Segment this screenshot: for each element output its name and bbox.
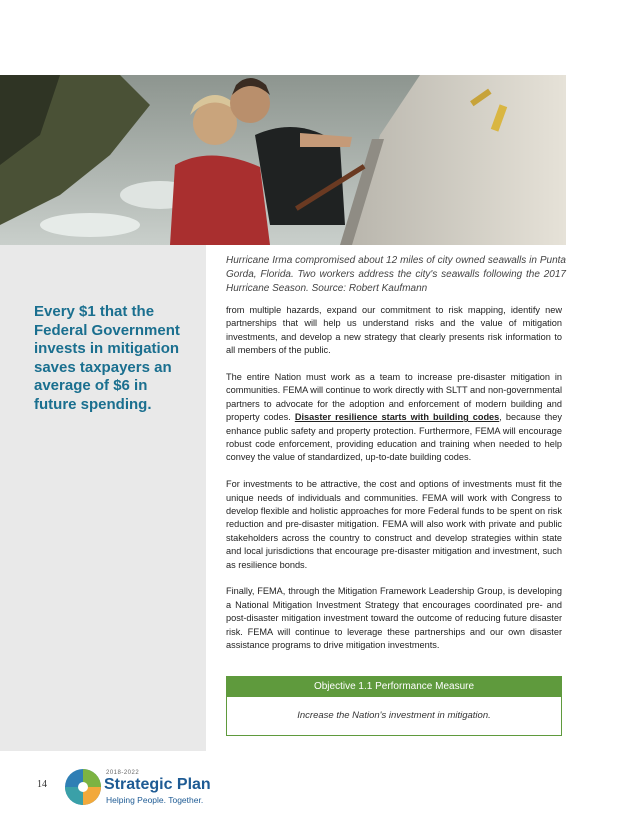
body-text (226, 304, 562, 666)
paragraph-2-end: , because they enhance public safety and property protection. Furthermore, FEMA will encourage robust code enforcement, providing education and training when needed to help convey the value of standardized, up-to-date building codes. (226, 412, 562, 463)
paragraph-2-start: The entire Nation must work as a team to increase pre-disaster mitigation in communities. FEMA will continue to work directly with SLTT and non-governmental partners to advocate for the adoption and enforcement of modern building and property codes. (226, 372, 562, 423)
logo-tagline: Helping People. Together. (106, 795, 204, 805)
pull-quote: Every $1 that the Federal Government invests in mitigation saves taxpayers an average of $6 in future spending. (34, 303, 180, 413)
paragraph-1: from multiple hazards, expand our commitment to risk mapping, identify new partnerships that will help us understand risks and the value of mitigation investments, and develop a new strategy that clearly presents risk information to all members of the public. (226, 305, 562, 356)
logo-years: 2018-2022 (106, 770, 140, 776)
photo-caption: Hurricane Irma compromised about 12 miles of city owned seawalls in Punta Gorda, Florida. Two workers address the city's seawalls following the 2017 Hurricane Season. Source: Robert Kaufmann (226, 255, 566, 294)
performance-measure-box (226, 676, 562, 736)
paragraph-4: Finally, FEMA, through the Mitigation Framework Leadership Group, is developing a National Mitigation Investment Strategy that encourages coordinated pre- and post-disaster mitigation investment toward the outcome of reducing future disaster risk. FEMA will continue to leverage these partnerships and our own disaster assistance programs to drive mitigation investments. (226, 586, 562, 651)
performance-measure-heading: Objective 1.1 Performance Measure (227, 677, 561, 697)
performance-measure-text: Increase the Nation's investment in mitigation. (297, 710, 491, 721)
page-number: 14 (37, 779, 47, 790)
logo-title: Strategic Plan (104, 776, 211, 793)
paragraph-2 (226, 371, 562, 465)
paragraph-3: For investments to be attractive, the cost and options of investments must fit the unique needs of individuals and communities. FEMA will work with Congress to develop flexible and holistic approaches for more Federal funds to be spent on risk reduction and pre-disaster mitigation. FEMA will also work with private and public stakeholders across the country to construct and develop strategies within state and local jurisdictions that encourage pre-disaster mitigation and investment, such as resilience bonds. (226, 479, 562, 570)
strategic-plan-logo-icon (64, 768, 102, 806)
seawall-photo (0, 75, 566, 245)
building-codes-highlight: Disaster resilience starts with building codes (294, 412, 500, 423)
